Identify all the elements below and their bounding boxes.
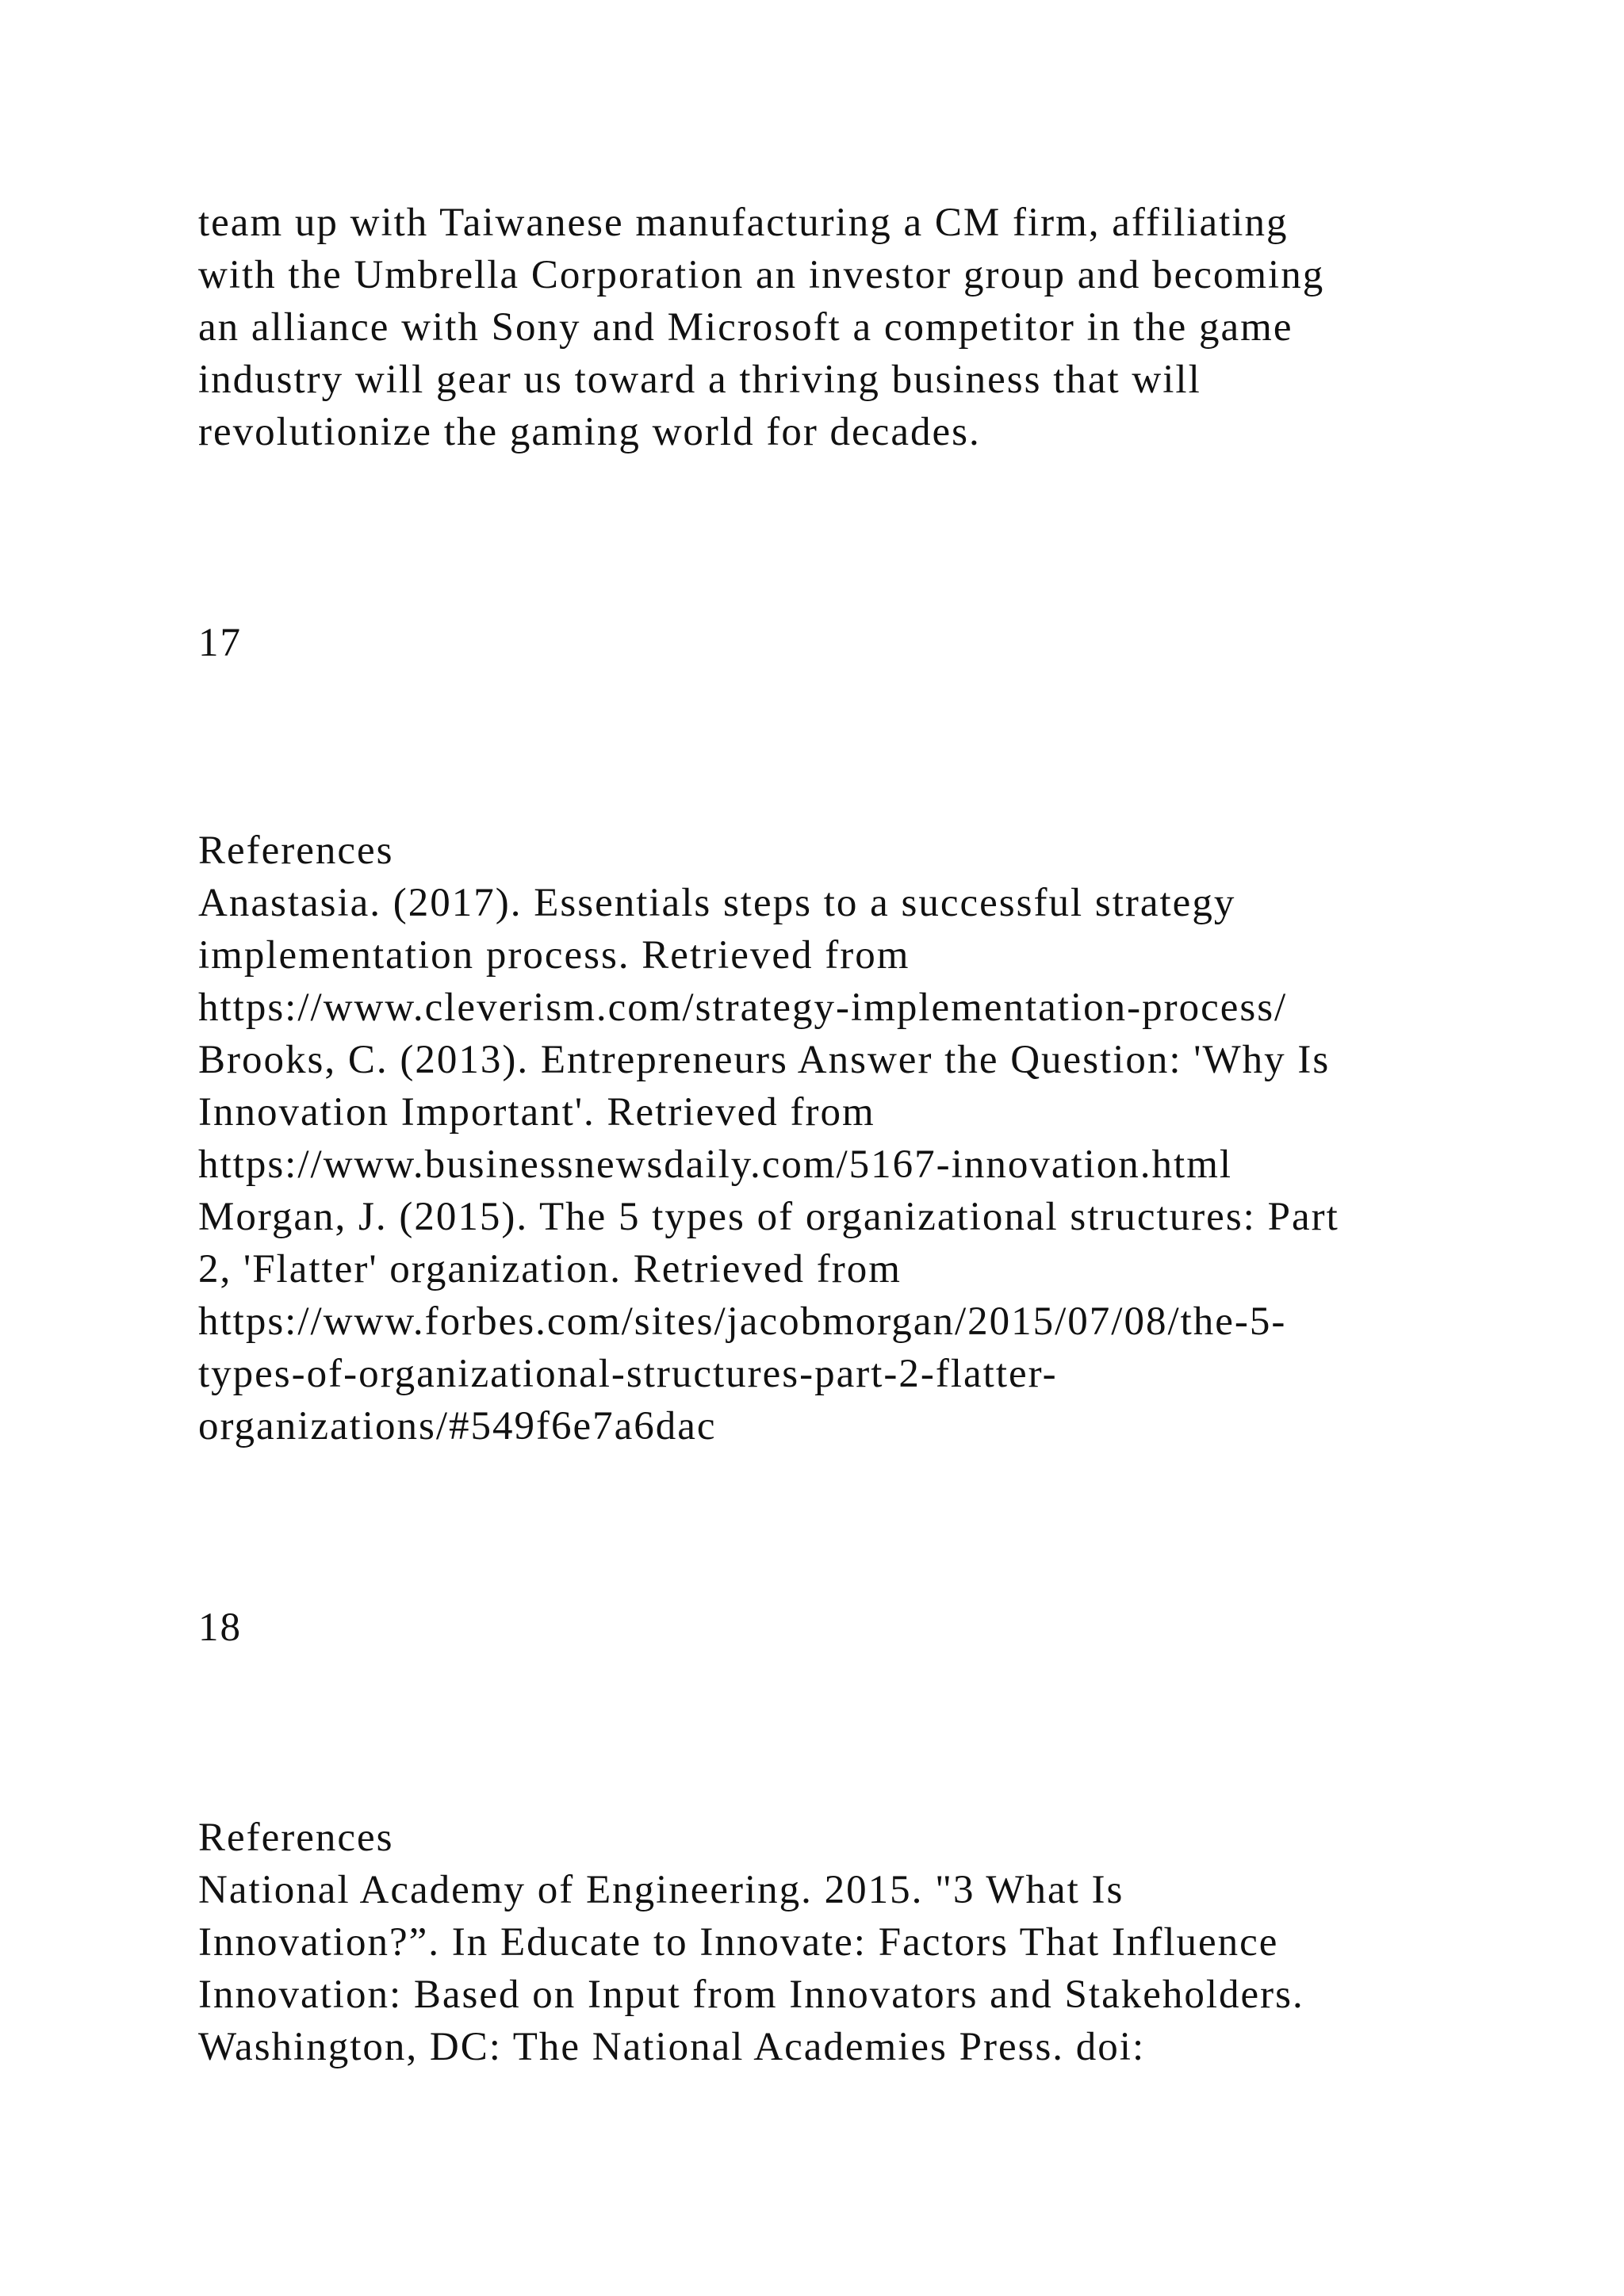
reference-line: https://www.cleverism.com/strategy-implementation-process/: [198, 985, 1288, 1030]
references-heading: References: [198, 1816, 394, 1860]
paragraph-line: an alliance with Sony and Microsoft a competitor in the game: [198, 305, 1293, 350]
page-number-18: [198, 1601, 1499, 1654]
reference-line: Innovation?”. In Educate to Innovate: Factors That Influence: [198, 1920, 1279, 1965]
page-number: 18: [198, 1605, 242, 1650]
paragraph-line: team up with Taiwanese manufacturing a CM firm, affiliating: [198, 201, 1289, 245]
body-paragraph: [198, 197, 1499, 458]
page-number: 17: [198, 621, 242, 665]
reference-line: types-of-organizational-structures-part-2-flatter-: [198, 1352, 1058, 1396]
paragraph-line: industry will gear us toward a thriving business that will: [198, 358, 1201, 402]
reference-line: Innovation Important'. Retrieved from: [198, 1090, 875, 1135]
reference-line: Morgan, J. (2015). The 5 types of organizational structures: Part: [198, 1195, 1339, 1239]
reference-line: National Academy of Engineering. 2015. "3 What Is: [198, 1868, 1124, 1912]
reference-line: https://www.forbes.com/sites/jacobmorgan/2015/07/08/the-5-: [198, 1299, 1287, 1344]
reference-line: Brooks, C. (2013). Entrepreneurs Answer the Question: 'Why Is: [198, 1038, 1331, 1082]
page-number-17: [198, 617, 1499, 669]
reference-line: implementation process. Retrieved from: [198, 933, 910, 978]
reference-line: 2, 'Flatter' organization. Retrieved from: [198, 1247, 902, 1292]
reference-line: Innovation: Based on Input from Innovators and Stakeholders.: [198, 1973, 1304, 2017]
references-section-1: [198, 825, 1499, 1452]
reference-line: Washington, DC: The National Academies Press. doi:: [198, 2025, 1146, 2069]
references-section-2: [198, 1812, 1499, 2073]
paragraph-line: revolutionize the gaming world for decades.: [198, 410, 981, 454]
references-heading: References: [198, 828, 394, 873]
paragraph-line: with the Umbrella Corporation an investor group and becoming: [198, 253, 1325, 297]
reference-line: organizations/#549f6e7a6dac: [198, 1404, 717, 1448]
reference-line: https://www.businessnewsdaily.com/5167-innovation.html: [198, 1142, 1233, 1187]
reference-line: Anastasia. (2017). Essentials steps to a successful strategy: [198, 881, 1236, 925]
